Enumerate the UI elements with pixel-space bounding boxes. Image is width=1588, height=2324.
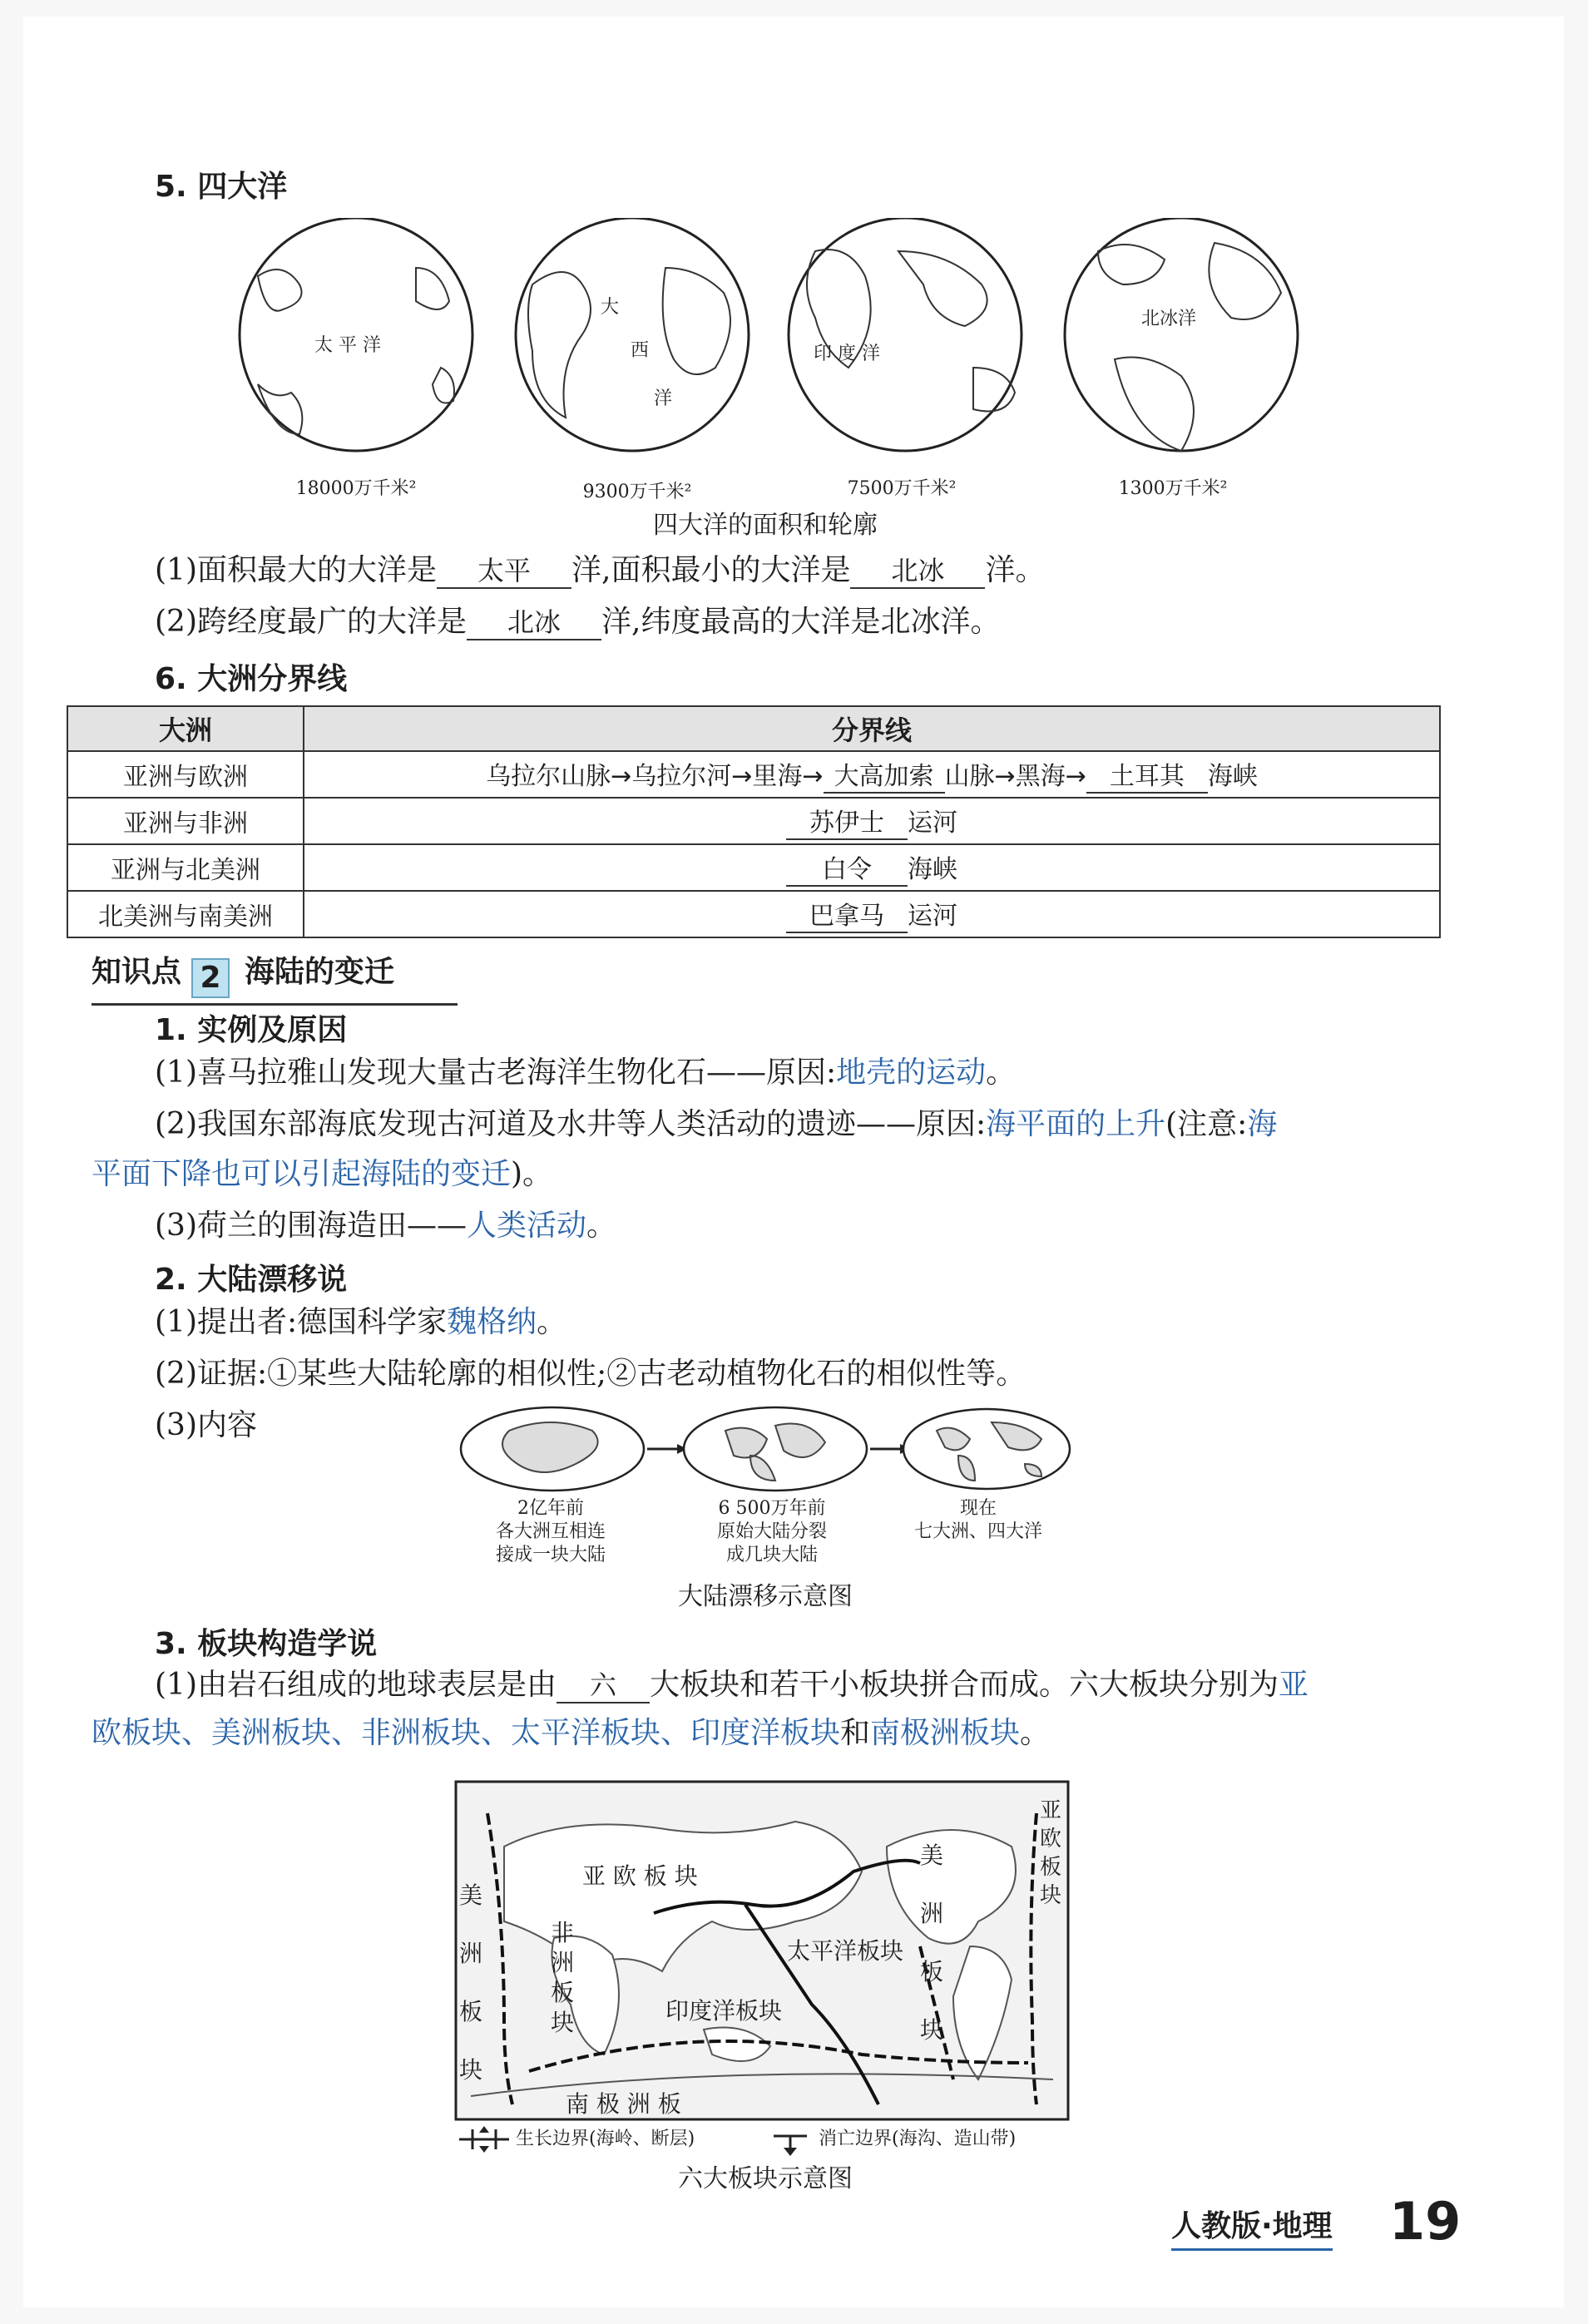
area-arctic: 1300万千米²	[1118, 478, 1228, 499]
stage-3-desc: 七大洲、四大洋	[913, 1521, 1042, 1542]
kp-label: 知识点	[92, 955, 182, 989]
globe-atlantic	[516, 218, 749, 451]
q2-fill-widest: 北冰	[467, 606, 601, 640]
table-row	[67, 751, 1440, 798]
kp-title: 海陆的变迁	[245, 955, 395, 989]
col-header-continents: 大洲	[67, 706, 304, 751]
q1-line	[155, 549, 1045, 592]
q1-text-c: 洋。	[985, 553, 1046, 587]
plate-label-africa: 非洲板块	[551, 1919, 575, 2036]
stage-2	[697, 1497, 847, 1567]
k1-l2-answer: 海平面的上升	[986, 1107, 1166, 1141]
k3-l2-answer: 欧板块、美洲板块、非洲板块、太平洋板块、印度洋板块	[92, 1716, 841, 1750]
globe-arctic	[1065, 218, 1298, 451]
k1-line-3	[92, 1153, 552, 1196]
k1-line-2	[155, 1103, 1277, 1146]
legend-growth-symbol	[459, 2123, 509, 2156]
table-row	[67, 891, 1440, 937]
area-pacific: 18000万千米²	[295, 478, 417, 499]
section-heading-oceans: 5. 四大洋	[155, 170, 288, 204]
k2-l1-end: 。	[537, 1305, 567, 1339]
plates-map	[454, 1780, 1070, 2121]
k3-l2-answer-antarctic: 南极洲板块	[870, 1716, 1021, 1750]
k1-l2-note: (注意:	[1165, 1107, 1248, 1141]
q1-fill-largest: 太平	[437, 554, 571, 589]
q2-line	[155, 601, 1000, 644]
k3-l1-text: (1)由岩石组成的地球表层是由	[155, 1668, 557, 1702]
stage-3-time: 现在	[959, 1498, 997, 1519]
k2-l1-answer: 魏格纳	[447, 1305, 537, 1339]
k3-l1-answer-start: 亚	[1279, 1668, 1309, 1702]
r1-text-b: 山脉→黑海→	[944, 762, 1086, 791]
plate-label-pacific: 太平洋板块	[787, 1937, 904, 1965]
area-atlantic: 9300万千米²	[582, 482, 692, 502]
r3-fill-bering: 白令	[786, 855, 908, 887]
table-row	[67, 798, 1440, 844]
r4-fill-panama: 巴拿马	[786, 902, 908, 933]
area-indian: 7500万千米²	[847, 478, 957, 499]
k2-l1-text: (1)提出者:德国科学家	[155, 1305, 448, 1339]
r1-text-c: 海峡	[1207, 762, 1258, 791]
q1-text-a: (1)面积最大的大洋是	[155, 553, 437, 587]
section-heading-boundaries: 6. 大洲分界线	[155, 662, 348, 696]
stage-2-desc-a: 原始大陆分裂	[716, 1521, 827, 1542]
ocean-globes-figure	[233, 218, 1348, 501]
plate-label-eurasia: 亚 欧 板 块	[582, 1862, 698, 1890]
legend-subduction-label: 消亡边界(海沟、造山带)	[819, 2129, 1017, 2149]
q2-text-a: (2)跨经度最广的大洋是	[155, 605, 467, 639]
stage-2-desc-b: 成几块大陆	[725, 1545, 818, 1565]
drift-diagram	[459, 1406, 1075, 1506]
stage-1-time: 2亿年前	[517, 1498, 584, 1519]
q2-text-b: 洋,纬度最高的大洋是北冰洋。	[601, 605, 1001, 639]
row-boundary-asia-europe	[304, 751, 1440, 798]
oceans-caption: 四大洋的面积和轮廓	[653, 511, 878, 540]
k1-l1-text: (1)喜马拉雅山发现大量古老海洋生物化石——原因:	[155, 1056, 837, 1090]
row-name-asia-africa: 亚洲与非洲	[67, 798, 304, 844]
drift-caption: 大陆漂移示意图	[678, 1582, 853, 1611]
k3-l2-end: 。	[1020, 1716, 1051, 1750]
col-header-boundary: 分界线	[304, 706, 1440, 751]
table-header-row	[67, 706, 1440, 751]
q1-text-b: 洋,面积最小的大洋是	[571, 553, 851, 587]
heading-examples: 1. 实例及原因	[155, 1013, 348, 1047]
row-boundary-asia-namerica	[304, 844, 1440, 891]
page-number: 19	[1389, 2191, 1462, 2252]
plate-label-eurasia-right: 亚欧板块	[1040, 1798, 1062, 1908]
row-boundary-asia-africa	[304, 798, 1440, 844]
globe-label-pacific: 太 平 洋	[314, 335, 381, 356]
k1-line-4	[155, 1204, 616, 1248]
k1-l4-text: (3)荷兰的围海造田——	[155, 1209, 467, 1243]
k3-l2-and: 和	[840, 1716, 871, 1750]
stage-1	[476, 1497, 626, 1567]
row-boundary-namerica-samerica	[304, 891, 1440, 937]
row-name-asia-namerica: 亚洲与北美洲	[67, 844, 304, 891]
k1-l1-end: 。	[986, 1056, 1017, 1090]
heading-drift: 2. 大陆漂移说	[155, 1263, 348, 1297]
k1-l3-end: )。	[511, 1157, 553, 1191]
globe-label-atlantic-2: 西	[631, 340, 650, 361]
globe-indian	[789, 218, 1022, 451]
k3-line-2	[92, 1712, 1050, 1755]
stage-3	[903, 1497, 1053, 1544]
plate-label-antarctic: 南 极 洲 板	[566, 2090, 681, 2118]
r2-fill-suez: 苏伊士	[786, 808, 908, 840]
k1-l2-note-answer: 海	[1247, 1107, 1278, 1141]
plate-label-america-right: 美洲板块	[920, 1842, 944, 2044]
row-name-namerica-samerica: 北美洲与南美洲	[67, 891, 304, 937]
k2-line-2: (2)证据:①某些大陆轮廓的相似性;②古老动植物化石的相似性等。	[155, 1357, 1027, 1391]
k1-l2-text: (2)我国东部海底发现古河道及水井等人类活动的遗迹——原因:	[155, 1107, 987, 1141]
q1-fill-smallest: 北冰	[850, 554, 985, 589]
heading-plates: 3. 板块构造学说	[155, 1627, 378, 1661]
globe-label-arctic: 北冰洋	[1141, 309, 1197, 329]
plate-label-america-left: 美洲板块	[459, 1881, 483, 2084]
r1-text-a: 乌拉尔山脉→乌拉尔河→里海→	[486, 762, 824, 791]
stage-1-desc-b: 接成一块大陆	[495, 1545, 606, 1565]
r1-fill-caucasus: 大高加索	[824, 762, 945, 794]
k3-l1-text-b: 大板块和若干小板块拼合而成。六大板块分别为	[650, 1668, 1279, 1702]
r1-fill-turkey: 土耳其	[1086, 762, 1208, 794]
k1-l4-end: 。	[586, 1209, 617, 1243]
stage-2-time: 6 500万年前	[718, 1498, 826, 1519]
knowledge-point-header	[92, 948, 458, 1006]
k3-line-1	[155, 1664, 1308, 1707]
k1-l1-answer: 地壳的运动	[836, 1056, 987, 1090]
k1-l3-answer: 平面下降也可以引起海陆的变迁	[92, 1157, 512, 1191]
globe-label-atlantic-1: 大	[601, 297, 620, 318]
legend-growth-label: 生长边界(海岭、断层)	[516, 2129, 695, 2149]
k1-l4-answer: 人类活动	[467, 1209, 587, 1243]
footer-brand: 人教版·地理	[1171, 2203, 1333, 2251]
globe-label-indian: 印 度 洋	[814, 344, 880, 364]
k2-line-3: (3)内容	[155, 1408, 257, 1442]
legend-subduction-symbol	[774, 2123, 807, 2156]
globe-label-atlantic-3: 洋	[654, 388, 673, 409]
k2-line-1	[155, 1301, 566, 1344]
row-name-asia-europe: 亚洲与欧洲	[67, 751, 304, 798]
plate-label-indian: 印度洋板块	[665, 1997, 783, 2025]
r4-text: 运河	[908, 902, 957, 931]
kp-number-badge: 2	[191, 958, 230, 998]
continent-boundary-table	[67, 705, 1441, 938]
table-row	[67, 844, 1440, 891]
stage-1-desc-a: 各大洲互相连	[495, 1521, 606, 1542]
r2-text: 运河	[908, 808, 957, 838]
k3-fill-six: 六	[557, 1669, 650, 1703]
plates-caption: 六大板块示意图	[678, 2164, 853, 2193]
k1-line-1	[155, 1051, 1016, 1095]
r3-text: 海峡	[908, 855, 957, 884]
